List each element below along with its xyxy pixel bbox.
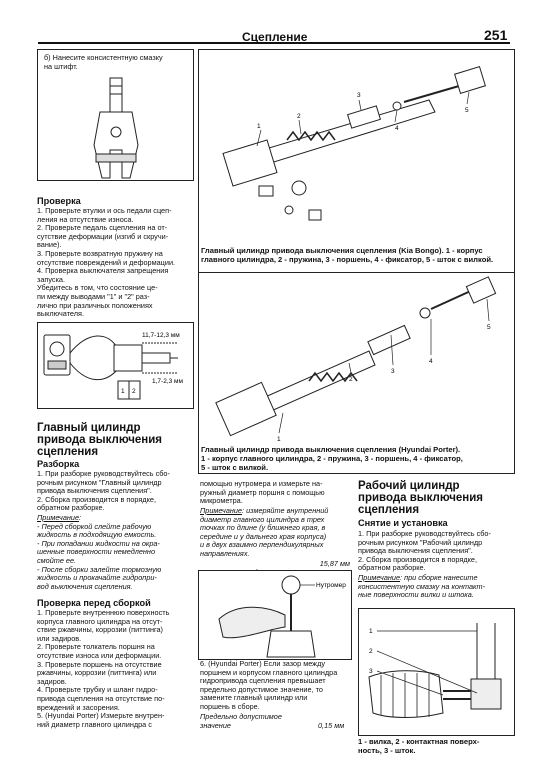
fork-label-2: 2 <box>369 648 373 655</box>
gauge-label: Нутромер <box>316 582 346 589</box>
slave-cylinder-heading: Рабочий цилиндр привода выключения сцепления <box>358 480 483 516</box>
hyundai-porter-drawing <box>199 273 514 473</box>
measurement-note <box>200 507 350 559</box>
measurement-continuation: помощью нутромера и измерьте на- ружный диаметр поршня с помощью микрометра. <box>200 479 325 506</box>
precheck-heading: Проверка перед сборкой <box>37 598 151 608</box>
porter-label-4: 4 <box>429 358 433 365</box>
switch-dimension-1: 11,7-12,3 мм <box>142 332 180 339</box>
hyundai-porter-figure <box>198 272 515 474</box>
check-body: 1. Проверьте втулки и ось педали сцеп- ления на отсутствие износа. 2. Проверьте педаль сцепления на от- сутствие деформации (изгиб и скручи- вание). 3. Проверьте возвратную пружину на отсутствие повреждений и деформации. 4. Проверка выключателя запрещения запуска. Убедитесь в том, что состояние цe- пи между выводами "1" и "2" раз- лично при различных положениях выключателя. <box>37 206 176 319</box>
measurement-note-body: : измеряйте внутренний диаметр главного цилиндра в трех точках по длине (у ближнего края, в середине и у дальнего края корпуса) и в двух взаимно перпендикулярных направлениях. <box>200 506 329 558</box>
limit-value: 0,15 мм <box>318 721 345 730</box>
pedal-pin-figure <box>37 49 194 181</box>
kia-bongo-figure <box>198 49 515 273</box>
pin-grease-text: б) Нанесите консистентную смазку на штифт. <box>44 53 163 71</box>
limit-label: Предельно допустимое значение <box>200 712 282 730</box>
switch-dimension-2: 1,7-2,3 мм <box>152 378 183 385</box>
header-rule <box>38 42 510 44</box>
master-cylinder-heading: Главный цилиндр привода выключения сцепления <box>37 422 162 458</box>
check-heading: Проверка <box>37 196 81 206</box>
switch-test-figure <box>37 322 194 409</box>
bore-gauge-drawing <box>199 571 351 659</box>
cylinder-diameter-value: 15,87 мм <box>319 559 350 568</box>
porter-label-5: 5 <box>487 324 491 331</box>
bore-gauge-figure <box>198 570 352 660</box>
fork-label-1: 1 <box>369 628 373 635</box>
removal-heading: Снятие и установка <box>358 518 448 528</box>
measurement-note-label: Примечание <box>200 506 243 515</box>
slave-note <box>358 574 513 600</box>
fork-rod-drawing <box>359 609 514 735</box>
kia-bongo-drawing <box>199 50 514 272</box>
porter-label-2: 2 <box>349 376 353 383</box>
slave-note-body: : при сборке нанесите консистентную смазку на контакт- ные поверхности вилки и штока. <box>358 573 486 600</box>
master-note-label: Примечание <box>37 513 80 522</box>
kia-label-3: 3 <box>357 92 361 99</box>
disassembly-body: 1. При разборке руководствуйтесь сбо- рочным рисунком "Главный цилиндр привода выключения сцепления". 2. Сборка производится в порядке, обратном разборке. <box>37 469 170 513</box>
slave-note-label: Примечание <box>358 573 401 582</box>
precheck-body: 1. Проверьте внутреннюю поверхность корпуса главного цилиндра на отсут- ствие ржавчины, коррозии (питтинга) или задиров. 2. Проверьте толкатель поршня на отсутствие износа или деформации. 3. Проверьте поршень на отсутствие ржавчины, коррозии (питтинга) или задиров. 4. Проверьте трубку и шланг гидро- привода сцепления на отсутствие по- вреждений и засорения. 5. (Hyundai Porter) Измерьте внутрен- ний диаметр главного цилиндра с <box>37 608 170 729</box>
switch-pin-1: 1 <box>121 388 125 395</box>
step-6-text: 6. (Hyundai Porter) Если зазор между поршнем и корпусом главного цилиндра гидропривода сцепления превышает предельно допустимое значение, то замените главный цилиндр или поршень в сборе. <box>200 659 338 711</box>
fork-label-3: 3 <box>369 668 373 675</box>
fork-rod-figure <box>358 608 515 736</box>
kia-label-2: 2 <box>297 113 301 120</box>
master-note-body: : - Перед сборкой слейте рабочую жидкость в подходящую емкость. - При попадании жидкости на окра- шенные поверхности немедленно смойте ее. - После сборки залейте тормозную жидкость и прокачайте гидропри- вод выключения сцепления. <box>37 513 162 591</box>
pedal-pin-drawing <box>38 50 193 180</box>
fork-rod-caption: 1 - вилка, 2 - контактная поверх- ность, 3 - шток. <box>358 737 480 755</box>
hyundai-porter-caption: Главный цилиндр привода выключения сцепления (Hyundai Porter). 1 - корпус главного цилиндра, 2 - пружина, 3 - поршень, 4 - фиксатор, 5 - шток с вилкой. <box>201 445 463 472</box>
section-title: Сцепление <box>242 30 308 44</box>
slave-body: 1. При разборке руководствуйтесь сбо- рочным рисунком "Рабочий цилиндр привода выключения сцепления". 2. Сборка производится в порядке, обратном разборке. <box>358 529 491 573</box>
porter-label-1: 1 <box>277 436 281 443</box>
kia-label-5: 5 <box>465 107 469 114</box>
page-number: 251 <box>484 27 508 43</box>
kia-label-1: 1 <box>257 123 261 130</box>
disassembly-heading: Разборка <box>37 459 80 469</box>
switch-pin-2: 2 <box>132 388 136 395</box>
master-note <box>37 514 197 591</box>
kia-bongo-caption: Главный цилиндр привода выключения сцепления (Kia Bongo). 1 - корпус главного цилиндра, 2 - пружина, 3 - поршень, 4 - фиксатор, 5 - шток с вилкой. <box>201 246 494 264</box>
porter-label-3: 3 <box>391 368 395 375</box>
switch-test-drawing <box>38 323 193 408</box>
kia-label-4: 4 <box>395 125 399 132</box>
